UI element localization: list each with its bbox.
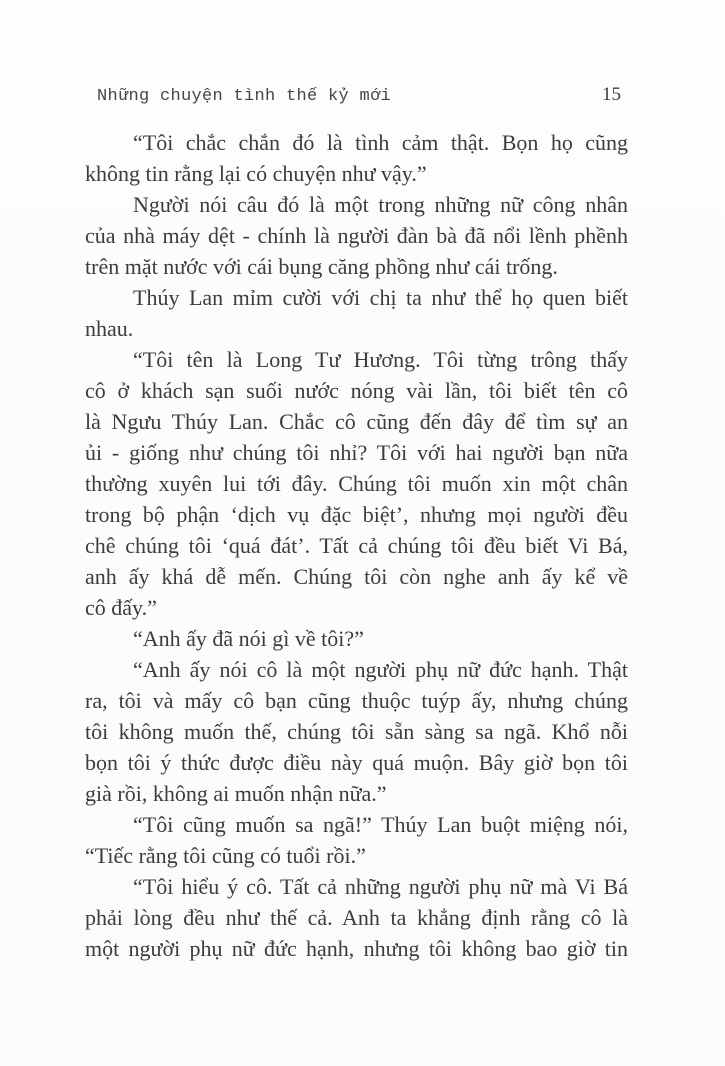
text-line: “Anh ấy nói cô là một người phụ nữ đức hạnh. Thật — [133, 657, 628, 682]
text-line: “Tôi chắc chắn đó là tình cảm thật. Bọn họ cũng — [133, 130, 628, 155]
text-line: của nhà máy dệt - chính là người đàn bà đã nổi lềnh phềnh — [85, 223, 628, 248]
text-line: cô đấy.” — [85, 595, 157, 620]
text-line: ra, tôi và mấy cô bạn cũng thuộc tuýp ấy, nhưng chúng — [85, 688, 628, 713]
text-line: một người phụ nữ đức hạnh, nhưng tôi không bao giờ tin — [85, 936, 628, 961]
text-line: trong bộ phận ‘dịch vụ đặc biệt’, nhưng mọi người đều — [85, 502, 628, 527]
page-number: 15 — [602, 84, 621, 105]
text-line: nhau. — [85, 316, 134, 341]
text-line: bọn tôi ý thức được điều này quá muộn. Bây giờ bọn tôi — [85, 750, 628, 775]
text-line: già rồi, không ai muốn nhận nữa.” — [85, 781, 387, 806]
text-line: ủi - giống như chúng tôi nhỉ? Tôi với hai người bạn nữa — [85, 440, 628, 465]
text-line: phải lòng đều như thế cả. Anh ta khẳng định rằng cô là — [85, 905, 628, 930]
text-line: “Tôi hiểu ý cô. Tất cả những người phụ nữ mà Vi Bá — [133, 874, 628, 899]
text-line: không tin rằng lại có chuyện như vậy.” — [85, 161, 427, 186]
text-line: “Tôi cũng muốn sa ngã!” Thúy Lan buột miệng nói, — [133, 812, 628, 837]
text-line: tôi không muốn thế, chúng tôi sẵn sàng sa ngã. Khổ nỗi — [85, 719, 628, 744]
running-header-title: Những chuyện tình thế kỷ mới — [97, 87, 392, 106]
text-line: trên mặt nước với cái bụng căng phồng như cái trống. — [85, 254, 558, 279]
text-line: “Tiếc rằng tôi cũng có tuổi rồi.” — [85, 843, 366, 868]
body-text — [85, 127, 628, 964]
text-line: thường xuyên lui tới đây. Chúng tôi muốn xin một chân — [85, 471, 628, 496]
text-line: chê chúng tôi ‘quá đát’. Tất cả chúng tôi đều biết Vi Bá, — [85, 533, 628, 558]
text-line: cô ở khách sạn suối nước nóng vài lần, tôi biết tên cô — [85, 378, 628, 403]
text-line: “Tôi tên là Long Tư Hương. Tôi từng trông thấy — [133, 347, 628, 372]
text-line: là Ngưu Thúy Lan. Chắc cô cũng đến đây để tìm sự an — [85, 409, 628, 434]
text-line: anh ấy khá dễ mến. Chúng tôi còn nghe anh ấy kể về — [85, 564, 628, 589]
text-line: Người nói câu đó là một trong những nữ công nhân — [133, 192, 628, 217]
running-header — [97, 84, 621, 106]
text-line: Thúy Lan mỉm cười với chị ta như thể họ quen biết — [133, 285, 628, 310]
text-line: “Anh ấy đã nói gì về tôi?” — [133, 626, 364, 651]
